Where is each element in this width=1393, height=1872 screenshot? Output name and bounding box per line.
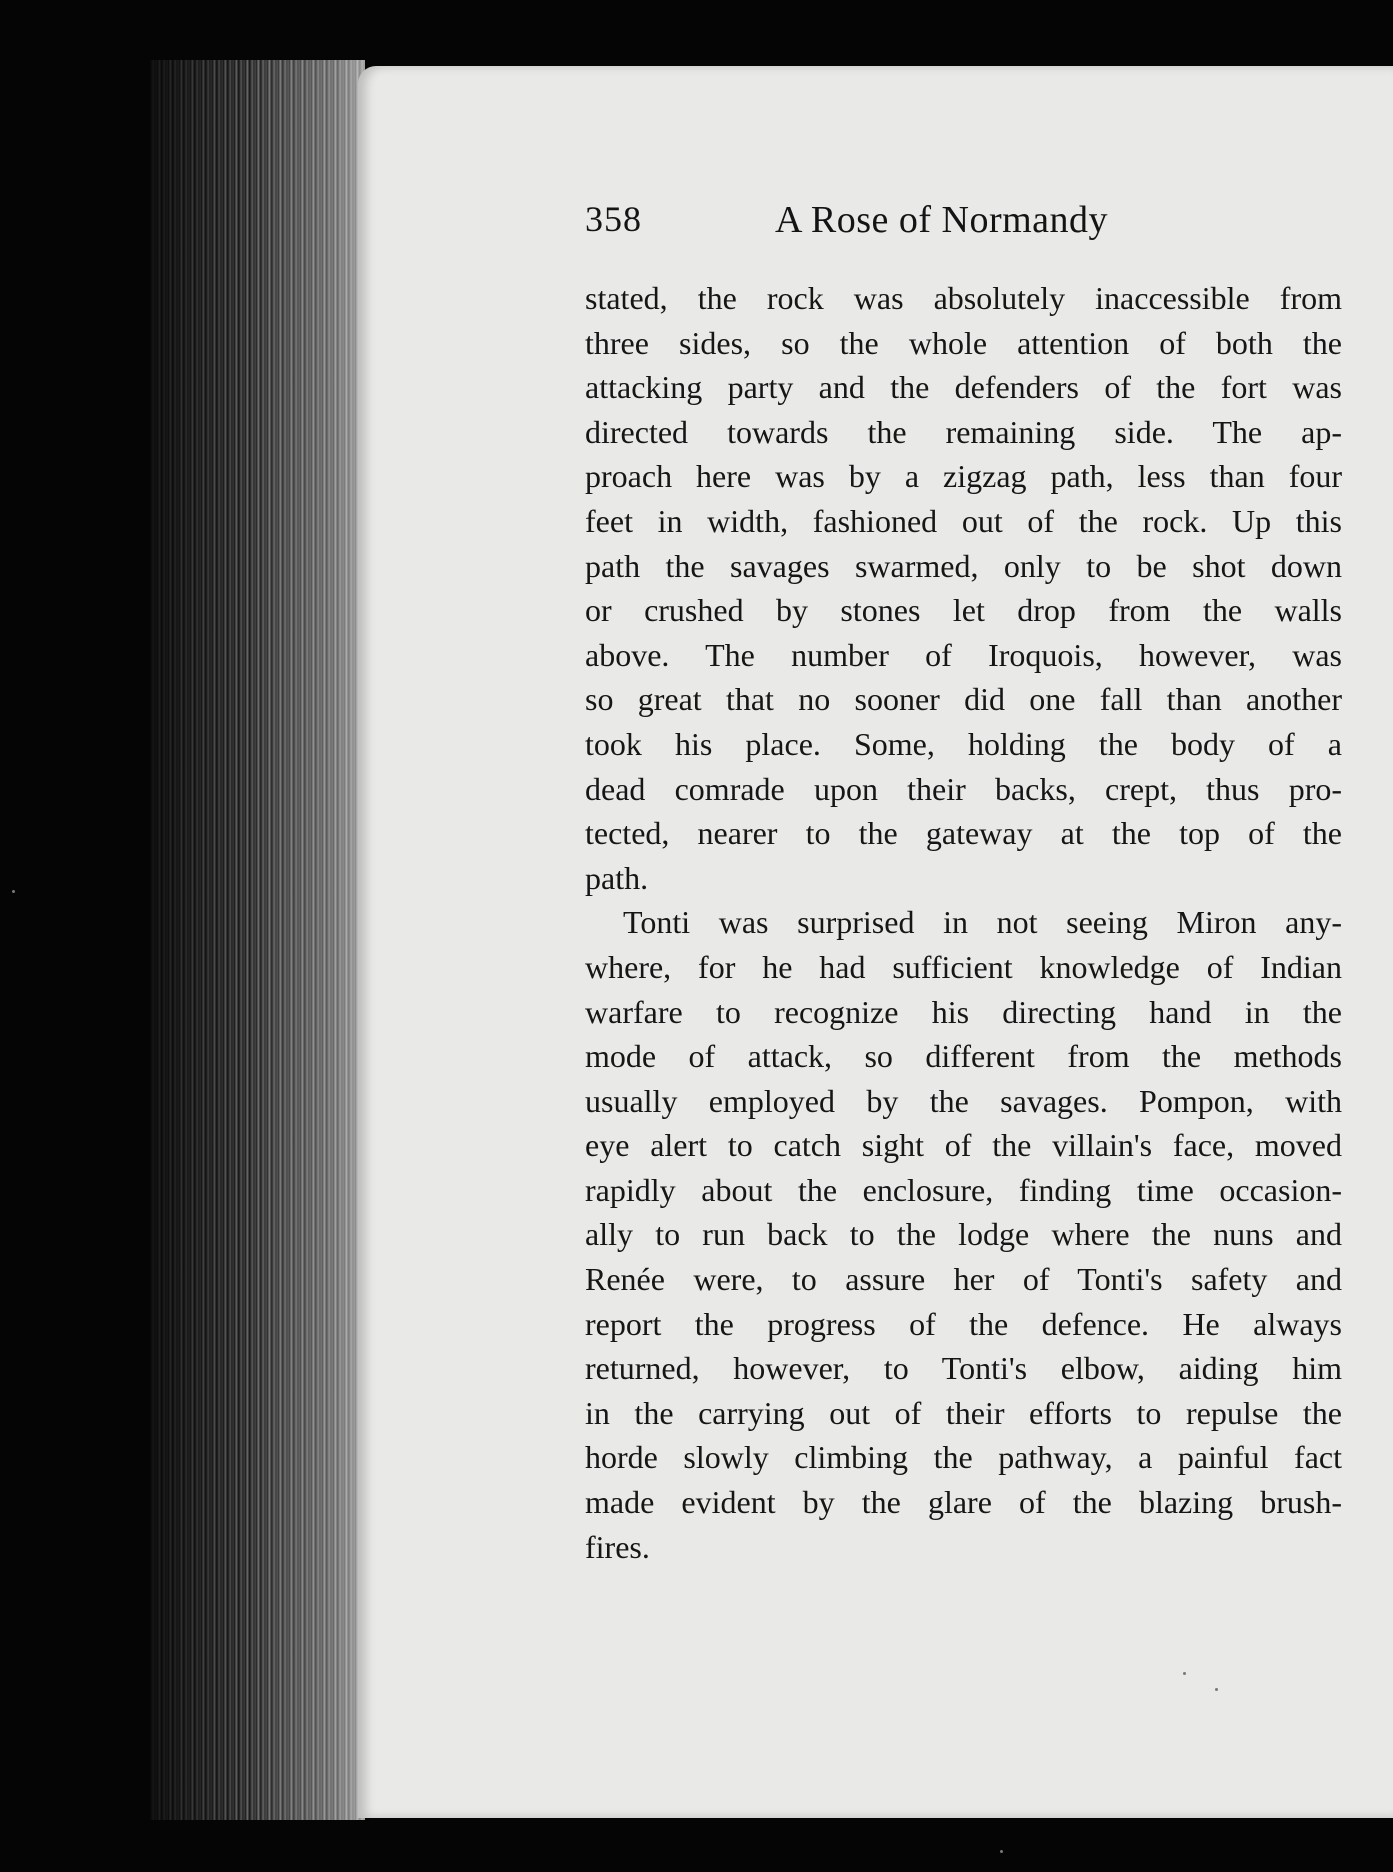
text-line: above. The number of Iroquois, however, was xyxy=(585,636,1342,673)
text-line: returned, however, to Tonti's elbow, aiding him xyxy=(585,1350,1342,1387)
text-line: attacking party and the defenders of the fort was xyxy=(585,369,1342,406)
text-line: or crushed by stones let drop from the walls xyxy=(585,592,1342,629)
page-header xyxy=(585,198,1285,258)
text-line: mode of attack, so different from the methods xyxy=(585,1038,1342,1075)
text-line: took his place. Some, holding the body of a xyxy=(585,725,1342,762)
page-edges-shading xyxy=(150,60,365,1820)
text-line: directed towards the remaining side. The ap- xyxy=(585,413,1342,450)
body-text xyxy=(585,276,1342,1569)
text-line: usually employed by the savages. Pompon, with xyxy=(585,1082,1342,1119)
text-line: made evident by the glare of the blazing brush- xyxy=(585,1484,1342,1521)
scan-speck xyxy=(1183,1672,1186,1675)
text-line: horde slowly climbing the pathway, a painful fact xyxy=(585,1439,1342,1476)
text-line: so great that no sooner did one fall than another xyxy=(585,681,1342,718)
text-line: feet in width, fashioned out of the rock. Up this xyxy=(585,502,1342,539)
text-line: three sides, so the whole attention of both the xyxy=(585,324,1342,361)
text-line: tected, nearer to the gateway at the top of the xyxy=(585,815,1342,852)
paragraph xyxy=(585,276,1342,900)
text-line: rapidly about the enclosure, finding time occasion- xyxy=(585,1171,1342,1208)
running-title: A Rose of Normandy xyxy=(775,199,1109,241)
text-line: dead comrade upon their backs, crept, thus pro- xyxy=(585,770,1342,807)
text-line: in the carrying out of their efforts to repulse the xyxy=(585,1394,1342,1431)
text-line: report the progress of the defence. He always xyxy=(585,1305,1342,1342)
text-line: eye alert to catch sight of the villain's face, moved xyxy=(585,1127,1342,1164)
text-line: Renée were, to assure her of Tonti's safety and xyxy=(585,1261,1342,1298)
text-line: where, for he had sufficient knowledge of Indian xyxy=(585,948,1342,985)
scan-speck xyxy=(1000,1850,1003,1853)
text-line: stated, the rock was absolutely inaccessible from xyxy=(585,280,1342,316)
text-line: ally to run back to the lodge where the nuns and xyxy=(585,1216,1342,1253)
paragraph xyxy=(585,900,1342,1569)
text-line: path the savages swarmed, only to be shot down xyxy=(585,547,1342,584)
text-line: proach here was by a zigzag path, less than four xyxy=(585,458,1342,495)
scan-speck xyxy=(12,890,15,893)
text-line: path. xyxy=(585,859,649,896)
page-number: 358 xyxy=(585,199,642,239)
scan-speck xyxy=(1215,1688,1218,1691)
text-line: Tonti was surprised in not seeing Miron any- xyxy=(623,904,1342,941)
text-line: warfare to recognize his directing hand in the xyxy=(585,993,1342,1030)
text-line: fires. xyxy=(585,1528,650,1565)
